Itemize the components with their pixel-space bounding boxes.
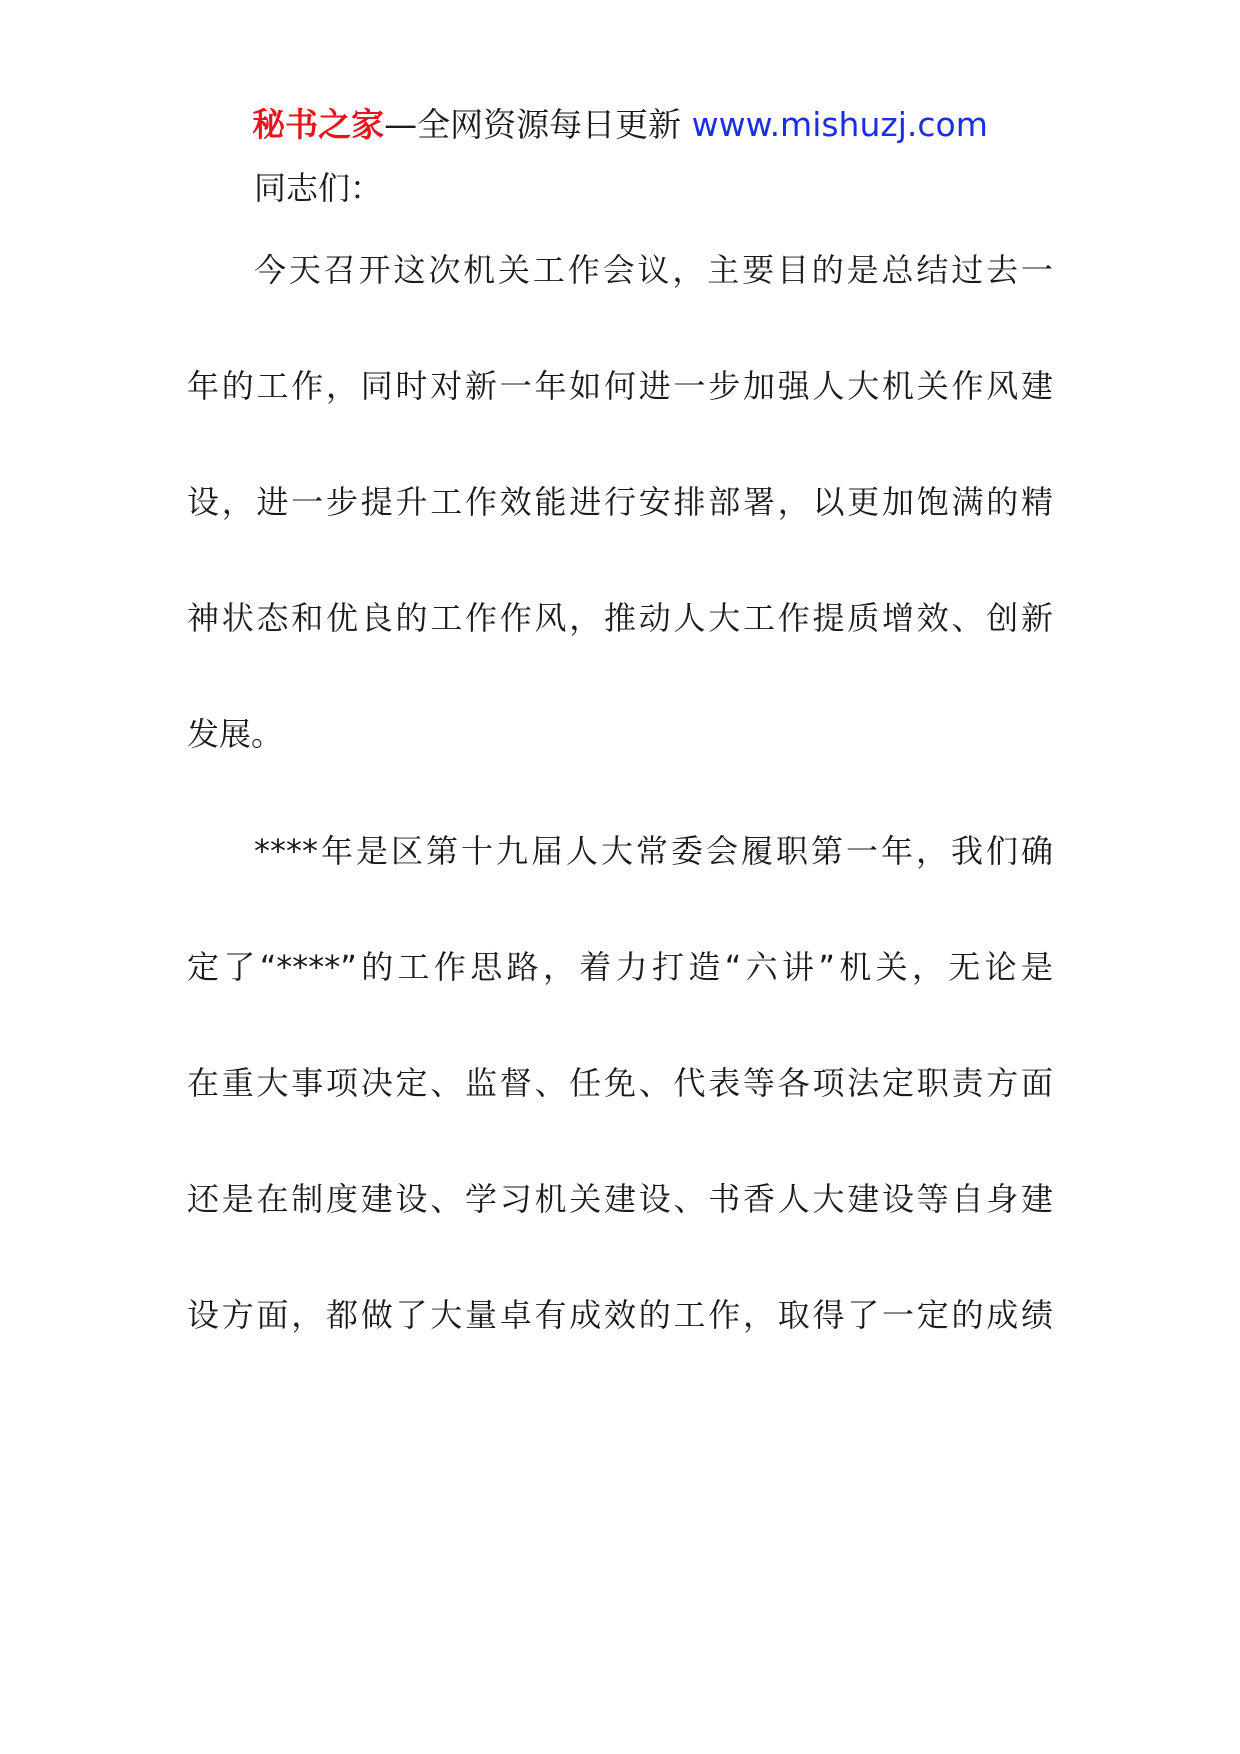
- paragraph-line: 发展。: [187, 715, 284, 753]
- paragraph-line: 神状态和优良的工作作风，推动人大工作提质增效、创新: [187, 599, 1053, 637]
- header-tagline: —全网资源每日更新: [384, 105, 692, 144]
- paragraph-line: 设，进一步提升工作效能进行安排部署，以更加饱满的精: [187, 483, 1053, 521]
- paragraph-line: 在重大事项决定、监督、任免、代表等各项法定职责方面: [187, 1064, 1053, 1102]
- site-name: 秘书之家: [252, 105, 385, 144]
- page-header: [0, 103, 1240, 147]
- salutation: 同志们：: [254, 169, 383, 207]
- site-url-link[interactable]: www.mishuzj.com: [691, 105, 988, 144]
- paragraph-line: 定了“****”的工作思路，着力打造“六讲”机关，无论是: [187, 948, 1053, 986]
- paragraph-line: ****年是区第十九届人大常委会履职第一年，我们确: [254, 832, 1053, 870]
- paragraph-line: 还是在制度建设、学习机关建设、书香人大建设等自身建: [187, 1180, 1053, 1218]
- paragraph-line: 年的工作，同时对新一年如何进一步加强人大机关作风建: [187, 367, 1053, 405]
- paragraph-line: 设方面，都做了大量卓有成效的工作，取得了一定的成绩: [187, 1296, 1053, 1334]
- paragraph-line: 今天召开这次机关工作会议，主要目的是总结过去一: [254, 251, 1053, 289]
